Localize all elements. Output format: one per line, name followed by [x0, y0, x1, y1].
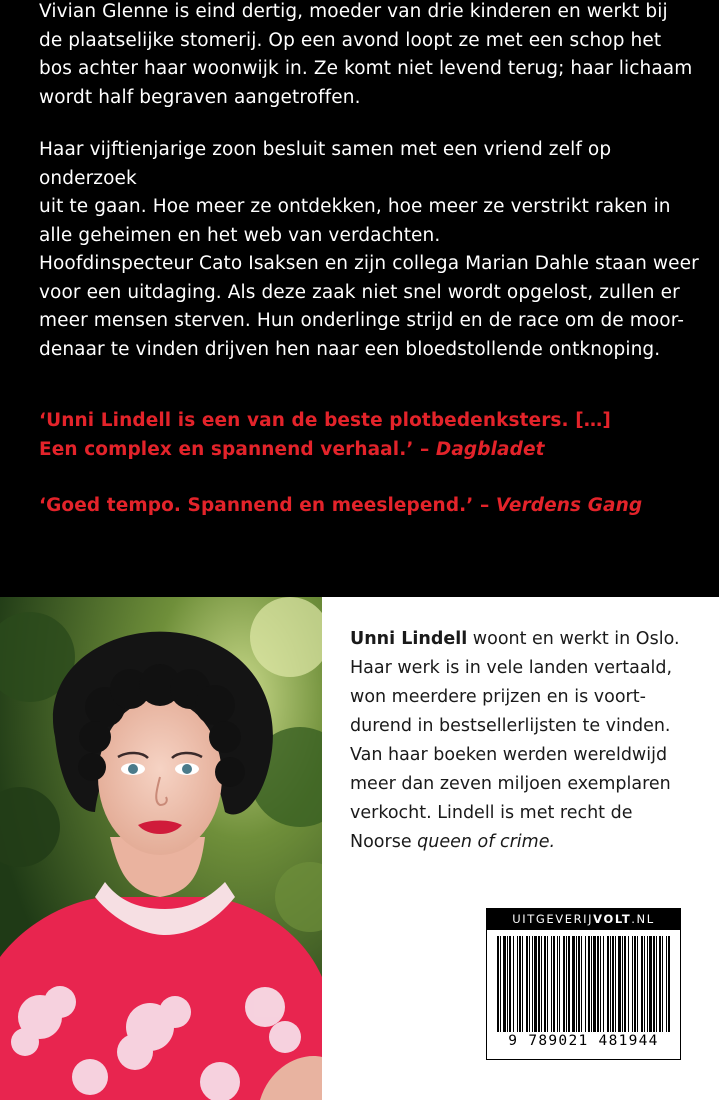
barcode-bar	[519, 936, 521, 1032]
bio-line-3: won meerdere prijzen en is voort-	[350, 687, 646, 707]
barcode-bar	[500, 936, 501, 1032]
review-quote-1-source: Dagbladet	[435, 438, 545, 460]
barcode-bar	[576, 936, 577, 1032]
isbn-digits: 9 789021 481944	[508, 1033, 659, 1049]
barcode-bar	[551, 936, 552, 1032]
author-photo	[0, 597, 322, 1100]
bio-line-4: durend in bestsellerlijsten te vinden.	[350, 716, 671, 736]
barcode-bar	[578, 936, 580, 1032]
review-quote-2-text: ‘Goed tempo. Spannend en meeslepend.’ –	[39, 495, 496, 516]
barcode-bar	[568, 936, 570, 1032]
barcode-bar	[572, 936, 575, 1032]
barcode-bar	[541, 936, 542, 1032]
bio-line-8: Noorse	[350, 832, 418, 852]
barcode-bar	[653, 936, 655, 1032]
barcode-bar	[557, 936, 558, 1032]
barcode-bar	[585, 936, 586, 1032]
barcode-bar	[668, 936, 670, 1032]
barcode-bar	[618, 936, 621, 1032]
barcode-bar	[509, 936, 511, 1032]
barcode-bar	[649, 936, 652, 1032]
barcode-bar	[534, 936, 537, 1032]
barcode-bar	[593, 936, 596, 1032]
barcode-bar	[517, 936, 518, 1032]
barcode-bar	[591, 936, 592, 1032]
barcode-bar	[628, 936, 629, 1032]
publisher-bold: VOLT	[593, 912, 632, 926]
barcode-bar	[647, 936, 648, 1032]
barcode-bar	[497, 936, 499, 1032]
blurb-paragraph-1: Vivian Glenne is eind dertig, moeder van drie kinderen en werkt bij de plaatselijke stomerij. Op een avond loopt ze met een schop het bos achter haar woonwijk in. Ze komt niet levend terug; haar lichaam wordt half begraven aangetroffen.	[39, 1, 693, 108]
review-quote-2	[39, 492, 709, 521]
review-quote-1	[39, 407, 709, 464]
barcode-bars	[497, 936, 670, 1032]
author-bio-panel	[322, 597, 719, 1100]
barcode-bar	[612, 936, 614, 1032]
bio-line-5: Van haar boeken werden wereldwijd	[350, 745, 668, 765]
publisher-suffix: .NL	[631, 912, 655, 926]
barcode-bar	[659, 936, 661, 1032]
blurb-paragraph-3: Hoofdinspecteur Cato Isaksen en zijn collega Marian Dahle staan weer voor een uitdaging. Als deze zaak niet snel wordt opgelost, zullen er meer mensen sterven. Hun onderlinge strijd en de race om de moor- denaar te vinden drijven hen naar een bloedstollende ontknoping.	[39, 253, 699, 360]
publisher-prefix: UITGEVERIJ	[512, 912, 594, 926]
barcode-bar	[532, 936, 533, 1032]
barcode-bar	[526, 936, 528, 1032]
bio-line-1: woont en werkt in Oslo.	[467, 629, 680, 649]
barcode-bar	[662, 936, 663, 1032]
barcode-bar	[624, 936, 626, 1032]
barcode-bar	[603, 936, 604, 1032]
barcode-bar	[615, 936, 616, 1032]
barcode-bar	[553, 936, 555, 1032]
isbn-barcode	[486, 908, 681, 1060]
barcode-bar	[597, 936, 599, 1032]
barcode-bar	[507, 936, 508, 1032]
author-bio	[350, 625, 710, 857]
barcode-bar	[544, 936, 546, 1032]
review-quote-1-line-1: ‘Unni Lindell is een van de beste plotbedenksters. […]	[39, 410, 611, 431]
barcode-bar	[610, 936, 611, 1032]
barcode-bar	[641, 936, 643, 1032]
bio-line-7: verkocht. Lindell is met recht de	[350, 803, 633, 823]
barcode-bar	[503, 936, 506, 1032]
barcode-bar	[666, 936, 667, 1032]
barcode-bar	[644, 936, 645, 1032]
author-portrait-illustration	[0, 597, 322, 1100]
barcode-bar	[513, 936, 514, 1032]
barcode-bar	[632, 936, 633, 1032]
barcode-bar	[529, 936, 530, 1032]
barcode-bar	[559, 936, 560, 1032]
barcode-bar	[600, 936, 601, 1032]
barcode-bar	[566, 936, 567, 1032]
barcode-bar	[607, 936, 609, 1032]
barcode-bar	[634, 936, 636, 1032]
barcode-bar	[637, 936, 638, 1032]
review-quote-2-source: Verdens Gang	[495, 495, 643, 516]
review-quote-1-line-2: Een complex en spannend verhaal.’ –	[39, 438, 436, 460]
bio-queen-of-crime: queen of crime.	[417, 832, 556, 852]
barcode-bar	[522, 936, 523, 1032]
barcode-bar	[588, 936, 590, 1032]
bio-line-6: meer dan zeven miljoen exemplaren	[350, 774, 671, 794]
barcode-bar	[538, 936, 540, 1032]
bio-line-2: Haar werk is in vele landen vertaald,	[350, 658, 673, 678]
blurb-paragraph-2: Haar vijftienjarige zoon besluit samen met een vriend zelf op onderzoek uit te gaan. Hoe meer ze ontdekken, hoe meer ze verstrikt raken in alle geheimen en het web van verdachten.	[39, 139, 671, 246]
barcode-bar	[547, 936, 548, 1032]
barcode-bar	[563, 936, 565, 1032]
barcode-bar	[656, 936, 657, 1032]
barcode-bar	[581, 936, 582, 1032]
publisher-label	[487, 909, 680, 930]
barcode-bar	[622, 936, 623, 1032]
author-name: Unni Lindell	[350, 629, 468, 649]
